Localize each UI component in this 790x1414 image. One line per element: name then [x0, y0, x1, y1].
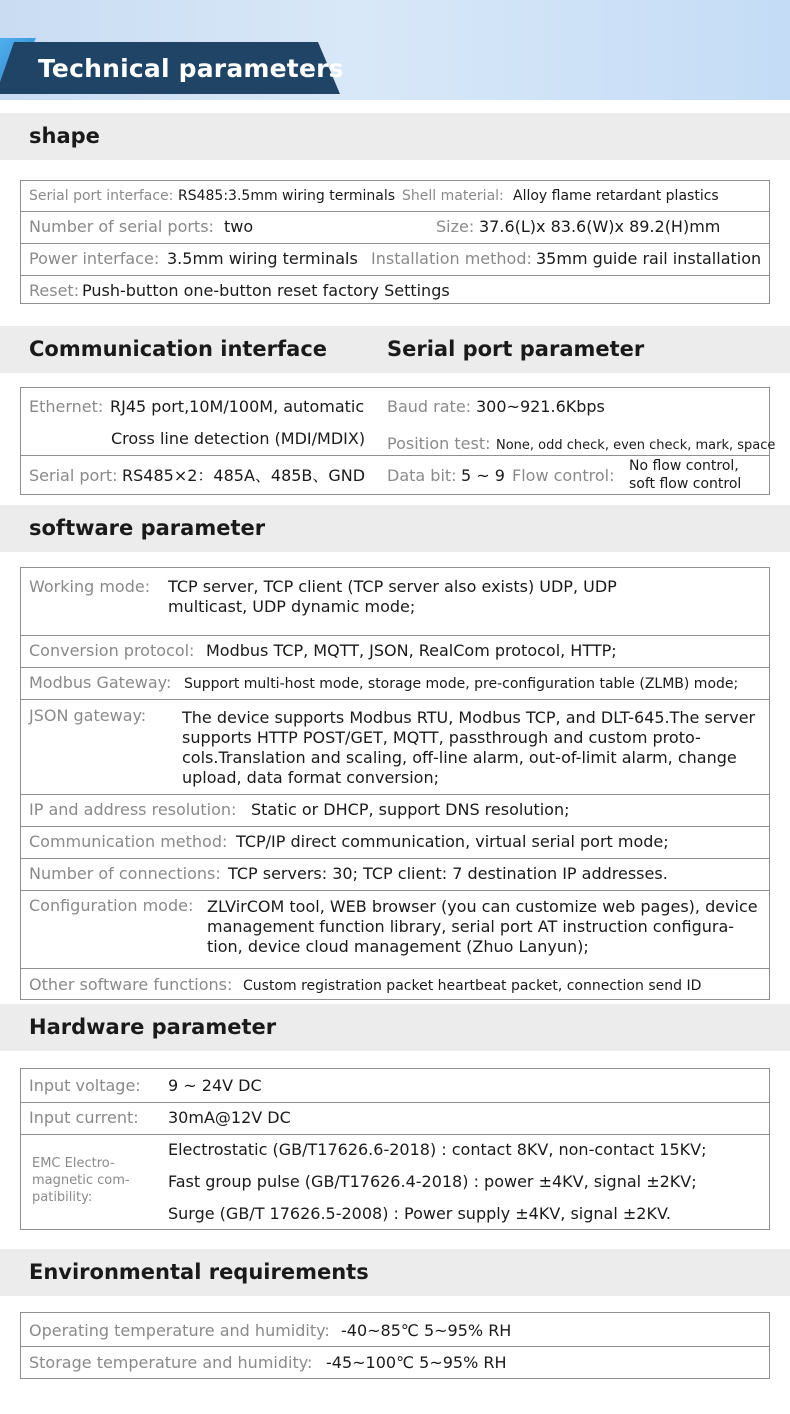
row-divider [20, 699, 770, 700]
ethernet-label: Ethernet: [29, 397, 104, 416]
emc-electrostatic: Electrostatic (GB/T17626.6-2018) : contact 8KV, non-contact 15KV; [168, 1140, 707, 1159]
row-divider [20, 1346, 770, 1347]
ip-resolution-label: IP and address resolution: [29, 800, 237, 819]
section-title-shape: shape [29, 124, 100, 148]
json-gateway-value: The device supports Modbus RTU, Modbus TCP, and DLT-645.The server supports HTTP POST/GET, MQTT, passthrough and custom proto-cols.Translation and scaling, off-line alarm, out-of-limit alarm, change upload, data format conversion; [182, 708, 756, 787]
input-current-value: 30mA@12V DC [168, 1108, 291, 1127]
position-test-label: Position test: [387, 434, 491, 453]
other-functions-label: Other software functions: [29, 975, 233, 994]
row-divider [20, 455, 770, 456]
section-title-environment: Environmental requirements [29, 1260, 369, 1284]
shell-material-value: Alloy flame retardant plastics [513, 188, 719, 204]
row-divider [20, 635, 770, 636]
flow-control-value-line1: No flow control, [629, 458, 739, 474]
input-voltage-value: 9 ~ 24V DC [168, 1076, 262, 1095]
row-divider [20, 243, 770, 244]
installation-label: Installation method: [371, 249, 532, 268]
row-divider [20, 1134, 770, 1135]
config-mode-value: ZLVirCOM tool, WEB browser (you can customize web pages), device management function library, serial port AT instruction configura-tion, device cloud management (Zhuo Lanyun); [207, 897, 758, 956]
emc-fast-pulse: Fast group pulse (GB/T17626.4-2018) : power ±4KV, signal ±2KV; [168, 1172, 697, 1191]
conversion-protocol-value: Modbus TCP, MQTT, JSON, RealCom protocol, HTTP; [206, 641, 617, 660]
reset-value: Push-button one-button reset factory Settings [82, 281, 450, 300]
other-functions-value: Custom registration packet heartbeat packet, connection send ID [243, 978, 702, 994]
ip-resolution-value: Static or DHCP, support DNS resolution; [251, 800, 570, 819]
baud-rate-label: Baud rate: [387, 397, 472, 416]
config-mode-label: Configuration mode: [29, 896, 194, 915]
input-voltage-label: Input voltage: [29, 1076, 141, 1095]
size-label: Size: [436, 217, 475, 236]
serial-interface-value: RS485:3.5mm wiring terminals [178, 188, 396, 204]
section-title-serial-port: Serial port parameter [387, 337, 645, 361]
flow-control-label: Flow control: [512, 466, 615, 485]
serial-interface-label: Serial port interface: [29, 188, 174, 204]
row-divider [20, 211, 770, 212]
connections-value: TCP servers: 30; TCP client: 7 destination IP addresses. [228, 864, 668, 883]
serial-ports-label: Number of serial ports: [29, 217, 214, 236]
serial-port-label: Serial port: [29, 466, 118, 485]
input-current-label: Input current: [29, 1108, 139, 1127]
ethernet-value-line2: Cross line detection (MDI/MDIX) [111, 429, 366, 448]
working-mode-value: TCP server, TCP client (TCP server also exists) UDP, UDP multicast, UDP dynamic mode; [168, 577, 617, 616]
section-title-communication: Communication interface [29, 337, 328, 361]
serial-port-value: RS485×2：485A、485B、GND [122, 466, 366, 485]
connections-label: Number of connections: [29, 864, 221, 883]
row-divider [20, 890, 770, 891]
emc-surge: Surge (GB/T 17626.5-2008) : Power supply ±4KV, signal ±2KV. [168, 1204, 671, 1223]
size-value: 37.6(L)x 83.6(W)x 89.2(H)mm [479, 217, 721, 236]
data-bit-value: 5 ~ 9 [461, 466, 505, 485]
reset-label: Reset: [29, 281, 80, 300]
operating-temp-label: Operating temperature and humidity: [29, 1321, 330, 1340]
position-test-value: None, odd check, even check, mark, space [496, 438, 776, 453]
emc-label: EMC Electro-magnetic com-patibility: [32, 1156, 130, 1205]
row-divider [20, 794, 770, 795]
power-interface-label: Power interface: [29, 249, 160, 268]
working-mode-label: Working mode: [29, 577, 151, 596]
storage-temp-label: Storage temperature and humidity: [29, 1353, 313, 1372]
modbus-gateway-label: Modbus Gateway: [29, 673, 172, 692]
comm-method-value: TCP/IP direct communication, virtual serial port mode; [236, 832, 669, 851]
row-divider [20, 858, 770, 859]
row-divider [20, 968, 770, 969]
comm-method-label: Communication method: [29, 832, 228, 851]
operating-temp-value: -40~85℃ 5~95% RH [341, 1321, 512, 1340]
section-title-hardware: Hardware parameter [29, 1015, 277, 1039]
serial-ports-value: two [224, 217, 254, 236]
row-divider [20, 667, 770, 668]
installation-value: 35mm guide rail installation [536, 249, 762, 268]
conversion-protocol-label: Conversion protocol: [29, 641, 195, 660]
row-divider [20, 1102, 770, 1103]
power-interface-value: 3.5mm wiring terminals [167, 249, 358, 268]
shell-material-label: Shell material: [402, 188, 504, 204]
modbus-gateway-value: Support multi-host mode, storage mode, pre-configuration table (ZLMB) mode; [184, 676, 739, 692]
ethernet-value-line1: RJ45 port,10M/100M, automatic [110, 397, 365, 416]
json-gateway-label: JSON gateway: [29, 706, 147, 725]
storage-temp-value: -45~100℃ 5~95% RH [326, 1353, 507, 1372]
section-shape-header [0, 113, 790, 160]
row-divider [20, 275, 770, 276]
row-divider [20, 826, 770, 827]
baud-rate-value: 300~921.6Kbps [476, 397, 605, 416]
page-title: Technical parameters [38, 54, 344, 83]
section-title-software: software parameter [29, 516, 266, 540]
data-bit-label: Data bit: [387, 466, 457, 485]
flow-control-value-line2: soft flow control [629, 476, 742, 492]
